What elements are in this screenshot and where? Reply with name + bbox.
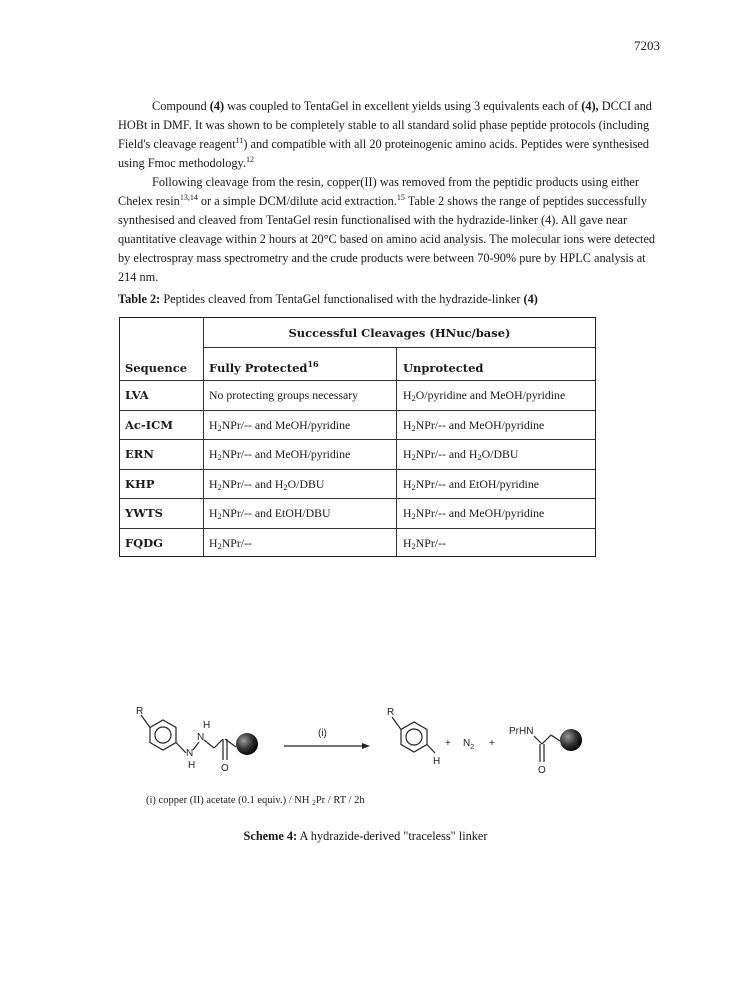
citation: 13,14 — [179, 193, 198, 202]
label-h-ring: H — [433, 756, 441, 767]
page-number: 7203 — [634, 38, 660, 53]
paragraph-1: Compound (4) was coupled to TentaGel in excellent yields using 3 equivalents each of (4), DCCI and HOBt in DMF. It was shown to be completely stable to all standard solid phase peptide protocols (including Field's cleavage reagent$^{11}$) and compatible with all 20 proteinogenic amino acids. Peptides were synthesised using Fmoc methodology.$^{12}$ — [118, 99, 652, 170]
subscript: 2 — [411, 540, 416, 551]
sequence-cell: KHP — [125, 476, 155, 491]
citation: 12 — [245, 155, 254, 164]
unprotected-cell: $H_2NPr/--$ and EtOH/pyridine — [403, 476, 539, 492]
label-o-right: O — [538, 765, 546, 776]
fully-protected-cell: $H_2NPr/--$ — [209, 535, 252, 551]
sequence-cell: LVA — [125, 388, 149, 402]
fully-protected-cell: $H_2NPr/--$ and $H_2O$/DBU — [209, 476, 325, 492]
column-header-unprotected: Unprotected — [403, 361, 484, 375]
subscript: 2 — [217, 481, 222, 492]
table-row-divider — [120, 469, 595, 470]
sequence-cell: ERN — [125, 447, 154, 461]
subscript: 2 — [217, 511, 222, 521]
label-o-left: O — [221, 763, 229, 774]
table-row-divider — [120, 410, 595, 411]
product-benzene-structure — [392, 717, 435, 753]
subscript: 2 — [411, 393, 416, 403]
table-divider — [396, 347, 397, 556]
scheme-reagents: (i) copper (II) acetate (0.1 equiv.) / NH $_2$Pr / RT / 2h — [146, 795, 365, 807]
subscript: 2 — [217, 540, 222, 551]
label-r-left: R — [136, 706, 144, 717]
plus-sign: + — [489, 738, 495, 749]
unprotected-cell: $H_2NPr/--$ and MeOH/pyridine — [403, 506, 545, 521]
unprotected-cell: $H_2NPr/--$ and $H_2O$/DBU — [403, 447, 519, 462]
column-header-sequence: Sequence — [125, 361, 188, 375]
subscript: 2 — [411, 511, 416, 521]
sequence-cell: YWTS — [125, 506, 163, 520]
subscript: 2 — [217, 452, 222, 462]
group-header: Successful Cleavages (HNuc/base) — [288, 326, 511, 340]
benzene-ring-right — [401, 722, 427, 752]
table-row-divider — [120, 439, 595, 440]
table-caption-label: Table 2: — [118, 292, 161, 306]
fully-protected-cell: $H_2NPr/--$ and MeOH/pyridine — [209, 417, 351, 433]
unprotected-cell: $H_2NPr/--$ — [403, 535, 446, 551]
scheme-caption: Scheme 4: A hydrazide-derived "traceless" linker — [243, 829, 488, 843]
table-divider — [120, 380, 595, 381]
label-h-bottom: H — [188, 760, 196, 771]
citation: 15 — [396, 193, 405, 202]
label-n-bottom: N — [186, 748, 194, 759]
arrow-label: (i) — [318, 728, 327, 739]
scheme-4 — [100, 698, 620, 799]
peptides-table — [119, 317, 596, 557]
column-header-fully-protected: Fully Protected$^{16}$ — [209, 359, 319, 375]
subscript: 2 — [477, 452, 482, 462]
unprotected-cell: $H_2NPr/--$ and MeOH/pyridine — [403, 417, 545, 433]
subscript: 2 — [283, 481, 288, 492]
aromatic-circle — [406, 729, 422, 745]
sequence-cell: FQDG — [125, 535, 163, 550]
plus-sign: + — [445, 738, 451, 749]
subscript: 2 — [411, 481, 416, 492]
compound-ref: (4) — [523, 292, 538, 306]
resin-bead-icon — [560, 729, 582, 751]
table-divider — [203, 347, 595, 348]
product-amide-structure — [534, 735, 560, 762]
table-row-divider — [120, 528, 595, 529]
compound-ref: (4) — [209, 99, 225, 113]
subscript: 2 — [411, 422, 416, 433]
fully-protected-cell: $H_2NPr/--$ and MeOH/pyridine — [209, 447, 351, 462]
table-caption: Table 2: Peptides cleaved from TentaGel functionalised with the hydrazide-linker (4) — [118, 292, 538, 306]
aromatic-circle — [155, 727, 171, 743]
reaction-arrow-head — [362, 743, 370, 749]
benzene-ring-left — [150, 720, 176, 750]
subscript: 2 — [411, 452, 416, 462]
unprotected-cell: $H_2O$/pyridine and MeOH/pyridine — [403, 388, 566, 403]
fully-protected-cell: No protecting groups necessary — [209, 388, 359, 402]
citation: 11 — [235, 136, 244, 145]
label-r-right: R — [387, 707, 395, 718]
table-row-divider — [120, 498, 595, 499]
scheme-caption-label: Scheme 4: — [243, 829, 298, 843]
subscript: 2 — [217, 422, 222, 433]
nitrogen-gas: $N_2$ — [463, 738, 475, 751]
sequence-cell: Ac-ICM — [125, 417, 173, 432]
resin-bead-icon — [236, 733, 258, 755]
compound-ref: (4), — [581, 99, 599, 113]
label-prhn: PrHN — [509, 726, 534, 737]
label-n-top: N — [197, 732, 205, 743]
table-divider — [203, 318, 204, 556]
citation: 16 — [307, 359, 319, 369]
reaction-scheme-figure — [100, 698, 620, 794]
fully-protected-cell: $H_2NPr/--$ and EtOH/DBU — [209, 506, 331, 521]
paragraph-2: Following cleavage from the resin, copper(II) was removed from the peptidic products using either Chelex resin$^{13,14}$ or a simple DCM/dilute acid extraction.$^{15}$ Table 2 shows the range of peptides successfully synthesised and cleaved from TentaGel resin functionalised with the hydrazide-linker (4). All gave near quantitative cleavage within 2 hours at 20°C based on amino acid analysis. The molecular ions were detected by electrospray mass spectrometry and the crude products were between 70-90% pure by HPLC analysis at 214 nm. — [118, 175, 656, 284]
label-h-top: H — [203, 720, 211, 731]
